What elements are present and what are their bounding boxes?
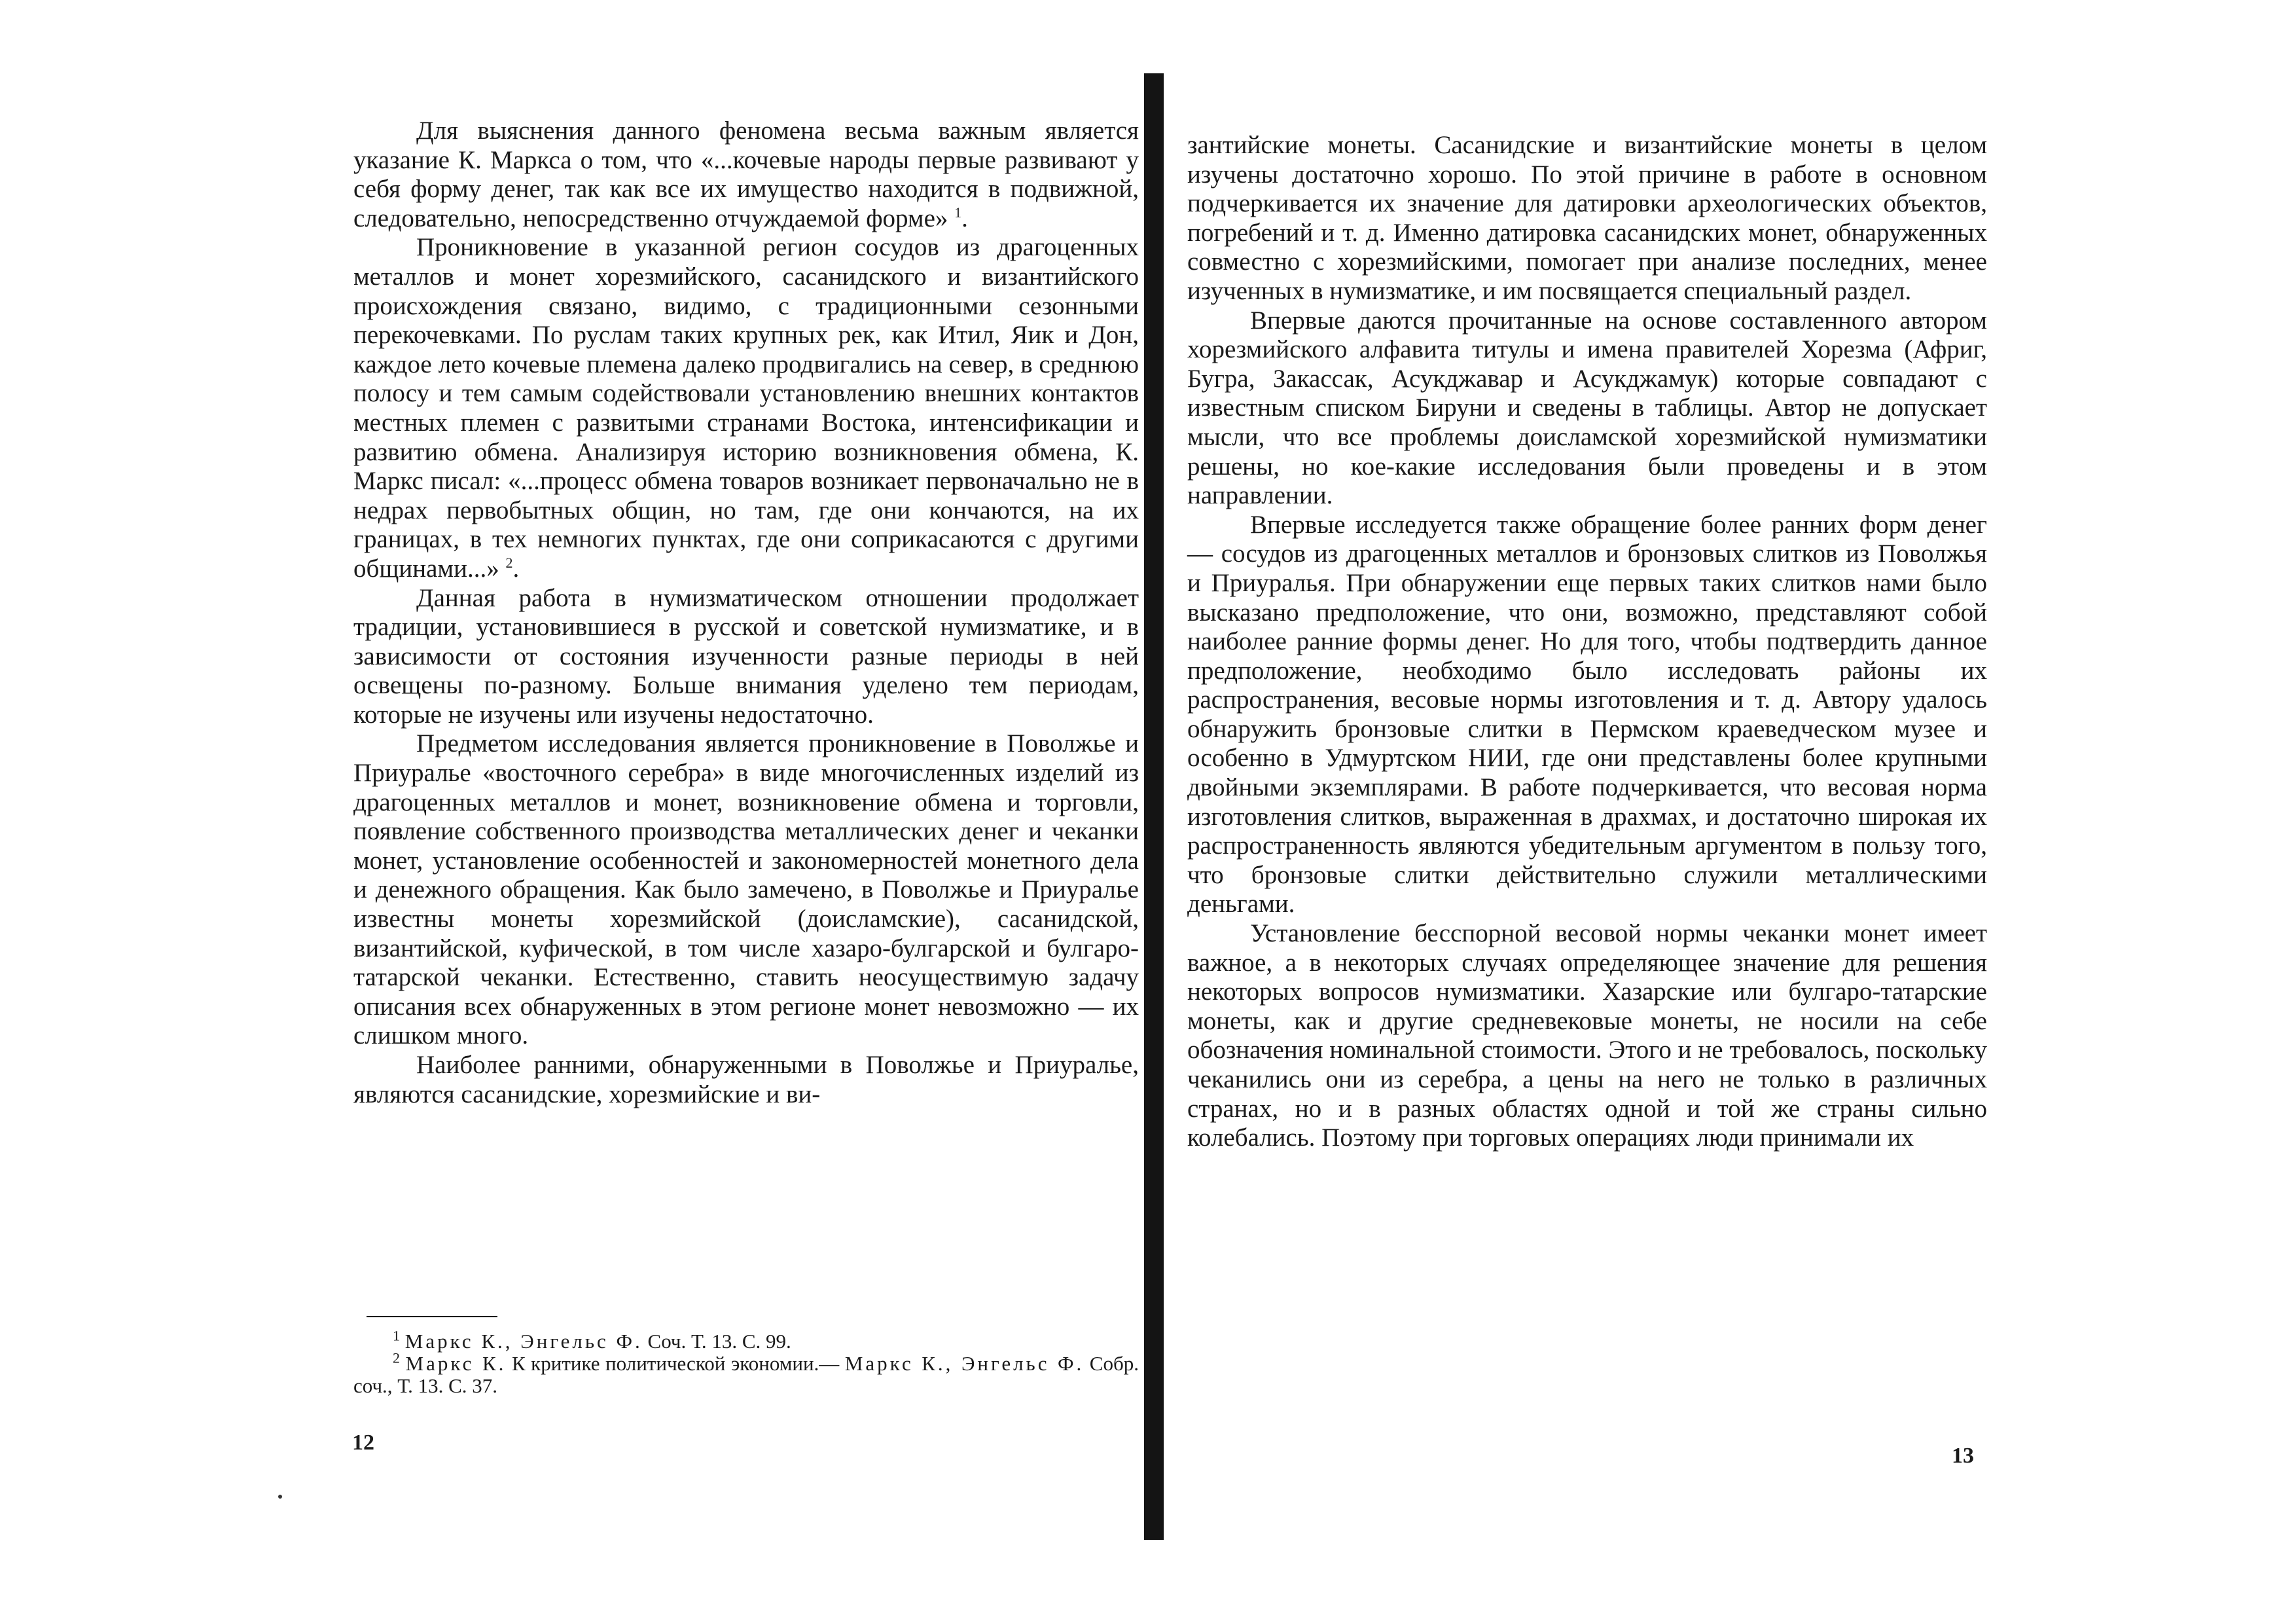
footnote-author: Маркс К., Энгельс Ф.	[844, 1352, 1085, 1375]
right-page	[1148, 0, 2296, 1623]
left-paragraph-4: Предметом исследования является проникновение в Поволжье и Приуралье «восточного серебра» в виде многочисленных изделий из драгоценных металлов и монет, возникновение обмена и торговли, появление собственного производства металлических денег и чеканки монет, установление особенностей и закономерностей монетного дела и денежного обращения. Как было замечено, в Поволжье и Приуралье известны монеты хорезмийской (доисламские), сасанидской, византийской, куфической, в том числе хазаро-булгарской и булгаро-татарской чеканки. Естественно, ставить неосуществимую задачу описания всех обнаруженных в этом регионе монет невозможно — их слишком много.	[353, 729, 1139, 1050]
left-paragraph-5: Наиболее ранними, обнаруженными в Поволжье и Приуралье, являются сасанидские, хорезмийские и ви-	[353, 1051, 1139, 1108]
left-paragraph-1: Для выяснения данного феномена весьма важным является указание К. Маркса о том, что «...кочевые народы первые развивают у себя форму денег, так как все их имущество находится в подвижной, следовательно, непосредственно отчуждаемой форме» $^1$.	[353, 117, 1139, 232]
right-paragraph-4: Установление бесспорной весовой нормы чеканки монет имеет важное, а в некоторых случаях определяющее значение для решения некоторых вопросов нумизматики. Хазарские или булгаро-татарские монеты, как и другие средневековые монеты, не носили на себе обозначения номинальной стоимости. Этого и не требовалось, поскольку чеканились они из серебра, а цены на него не только в различных странах, но и в разных областях одной и той же страны сильно колебались. Поэтому при торговых операциях люди принимали их	[1187, 919, 1987, 1152]
left-paragraph-3: Данная работа в нумизматическом отношении продолжает традиции, установившиеся в русской и советской нумизматике, и в зависимости от состояния изученности разные периоды в ней освещены по-разному. Больше внимания уделено тем периодам, которые не изучены или изучены недостаточно.	[353, 583, 1139, 729]
footnote-author: Маркс К., Энгельс Ф.	[404, 1330, 643, 1353]
footnote-text: К критике политической экономии.—	[506, 1352, 845, 1375]
right-text-column	[1187, 131, 1987, 1153]
left-paragraph-2: Проникновение в указанной регион сосудов из драгоценных металлов и монет хорезмийского, сасанидского и византийского происхождения связано, видимо, с традиционными сезонными перекочевками. По руслам таких крупных рек, как Итил, Яик и Дон, каждое лето кочевые племена далеко продвигались на север, в среднюю полосу и тем самым содействовали установлению внешних контактов местных племен с развитыми странами Востока, интенсификации и развитию обмена. Анализируя историю возникновения обмена, К. Маркс писал: «...процесс обмена товаров возникает первоначально не в недрах первобытных общин, но там, где они кончаются, на их границах, в тех немногих пунктах, где они соприкасаются с другими общинами...» $^2$.	[353, 233, 1139, 583]
page-number: 12	[352, 1431, 374, 1455]
left-text-column	[353, 117, 1139, 1109]
paragraph-text: Для выяснения данного феномена весьма важным является указание К. Маркса о том, что «...кочевые народы первые развивают у себя форму денег, так как все их имущество находится в подвижной, следовательно, непосредственно отчуждаемой форме»	[353, 117, 1139, 232]
print-speck	[278, 1495, 282, 1499]
right-paragraph-1: зантийские монеты. Сасанидские и византийские монеты в целом изучены достаточно хорошо. По этой причине в работе в основном подчеркивается их значение для датировки археологических объектов, погребений и т. д. Именно датировка сасанидских монет, обнаруженных совместно с хорезмийскими, помогает при анализе последних, менее изученных в нумизматике, и им посвящается специальный раздел.	[1187, 131, 1987, 305]
footnote-ref: 1	[954, 204, 962, 221]
footnote-text: Соч. Т. 13. С. 99.	[642, 1330, 791, 1353]
footnote-2	[353, 1349, 1139, 1397]
right-paragraph-3: Впервые исследуется также обращение более ранних форм денег — сосудов из драгоценных металлов и бронзовых слитков из Поволжья и Приуралья. При обнаружении еще первых таких слитков нами было высказано предположение, что они, возможно, представляют собой наиболее ранние формы денег. Но для того, чтобы подтвердить данное предположение, необходимо было исследовать районы их распространения, весовые нормы изготовления и т. д. Автору удалось обнаружить бронзовые слитки в Пермском краеведческом музее и особенно в Удмуртском НИИ, где они представлены более крупными двойными экземплярами. В работе подчеркивается, что весовая норма изготовления слитков, выраженная в драхмах, и достаточно широкая их распространенность являются убедительным аргументом в пользу того, что бронзовые слитки действительно служили металлическими деньгами.	[1187, 510, 1987, 919]
right-paragraph-2: Впервые даются прочитанные на основе составленного автором хорезмийского алфавита титулы и имена правителей Хорезма (Африг, Бугра, Закассак, Асукджавар и Асукджамук) которые совпадают с известным списком Бируни и сведены в таблицы. Автор не допускает мысли, что все проблемы доисламской хорезмийской нумизматики решены, но кое-какие исследования были проведены и в этом направлении.	[1187, 306, 1987, 510]
page-number: 13	[1952, 1444, 1974, 1468]
footnotes	[353, 1327, 1139, 1397]
footnote-author: Маркс К.	[405, 1352, 507, 1375]
paragraph-text: Проникновение в указанной регион сосудов из драгоценных металлов и монет хорезмийского, сасанидского и византийского происхождения связано, видимо, с традиционными сезонными перекочевками. По руслам таких крупных рек, как Итил, Яик и Дон, каждое лето кочевые племена далеко продвигались на север, в среднюю полосу и тем самым содействовали установлению внешних контактов местных племен с развитыми странами Востока, интенсификации и развитию обмена. Анализируя историю возникновения обмена, К. Маркс писал: «...процесс обмена товаров возникает первоначально не в недрах первобытных общин, но там, где они кончаются, на их границах, в тех немногих пунктах, где они соприкасаются с другими общинами...»	[353, 233, 1139, 583]
footnote-divider	[367, 1316, 497, 1317]
footnote-text: Собр. соч., Т. 13. С. 37.	[353, 1352, 1139, 1397]
footnote-1	[353, 1327, 1139, 1353]
footnote-mark: 1	[393, 1327, 400, 1344]
footnote-ref: 2	[505, 554, 513, 571]
footnote-mark: 2	[393, 1349, 400, 1366]
